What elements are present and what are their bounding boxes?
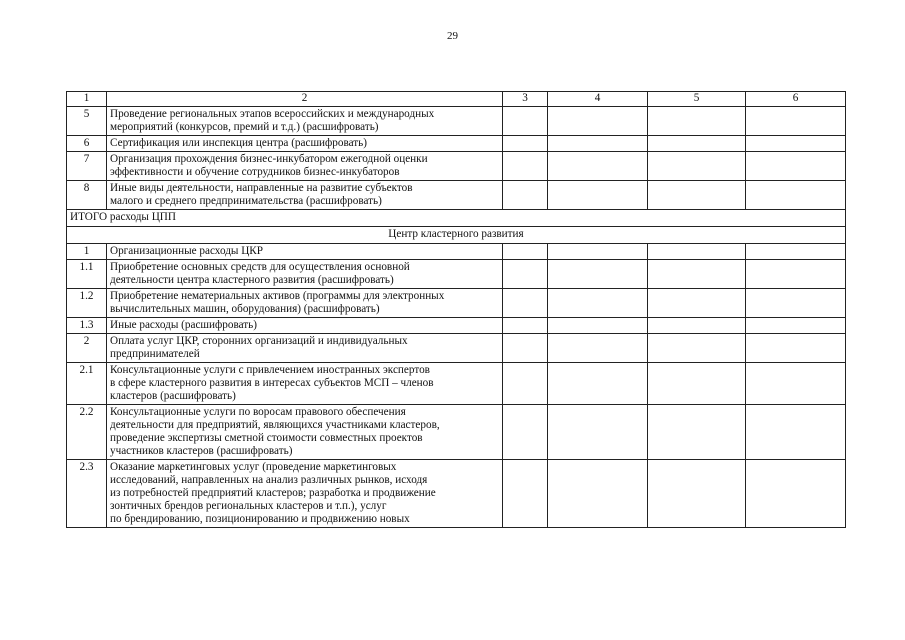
- row-description: Иные расходы (расшифровать): [107, 318, 503, 334]
- empty-value-cell: [503, 181, 548, 210]
- table-header-row: [67, 92, 846, 107]
- empty-value-cell: [746, 152, 846, 181]
- empty-value-cell: [548, 334, 648, 363]
- total-label: ИТОГО расходы ЦПП: [67, 210, 846, 227]
- empty-value-cell: [548, 260, 648, 289]
- empty-value-cell: [503, 107, 548, 136]
- table-row: [67, 152, 846, 181]
- row-description: Приобретение основных средств для осуществления основной деятельности центра кластерного развития (расшифровать): [107, 260, 503, 289]
- empty-value-cell: [648, 152, 746, 181]
- empty-value-cell: [503, 318, 548, 334]
- empty-value-cell: [503, 136, 548, 152]
- row-number: 2: [67, 334, 107, 363]
- budget-table: [66, 91, 846, 528]
- empty-value-cell: [648, 460, 746, 528]
- budget-table-body: [67, 92, 846, 528]
- table-row: [67, 244, 846, 260]
- empty-value-cell: [746, 107, 846, 136]
- row-description: Проведение региональных этапов всероссийских и международных мероприятий (конкурсов, премий и т.д.) (расшифровать): [107, 107, 503, 136]
- table-row: [67, 107, 846, 136]
- empty-value-cell: [548, 460, 648, 528]
- empty-value-cell: [548, 181, 648, 210]
- row-description: Сертификация или инспекция центра (расшифровать): [107, 136, 503, 152]
- section-row: [67, 227, 846, 244]
- table-row: [67, 289, 846, 318]
- empty-value-cell: [503, 244, 548, 260]
- empty-value-cell: [746, 405, 846, 460]
- row-description: Иные виды деятельности, направленные на развитие субъектов малого и среднего предпринимательства (расшифровать): [107, 181, 503, 210]
- empty-value-cell: [746, 318, 846, 334]
- row-number: 6: [67, 136, 107, 152]
- empty-value-cell: [548, 405, 648, 460]
- row-description: Организация прохождения бизнес-инкубатором ежегодной оценки эффективности и обучение сотрудников бизнес-инкубаторов: [107, 152, 503, 181]
- empty-value-cell: [746, 244, 846, 260]
- row-description: Консультационные услуги с привлечением иностранных экспертов в сфере кластерного развития в интересах субъектов МСП – членов кластеров (расшифровать): [107, 363, 503, 405]
- row-number: 7: [67, 152, 107, 181]
- row-number: 1.2: [67, 289, 107, 318]
- header-cell: 6: [746, 92, 846, 107]
- row-number: 5: [67, 107, 107, 136]
- empty-value-cell: [648, 405, 746, 460]
- empty-value-cell: [548, 289, 648, 318]
- table-row: [67, 334, 846, 363]
- row-description: Организационные расходы ЦКР: [107, 244, 503, 260]
- empty-value-cell: [503, 152, 548, 181]
- empty-value-cell: [648, 244, 746, 260]
- empty-value-cell: [548, 152, 648, 181]
- header-cell: 2: [107, 92, 503, 107]
- table-row: [67, 260, 846, 289]
- empty-value-cell: [548, 244, 648, 260]
- empty-value-cell: [548, 363, 648, 405]
- empty-value-cell: [746, 289, 846, 318]
- empty-value-cell: [648, 318, 746, 334]
- row-number: 2.2: [67, 405, 107, 460]
- empty-value-cell: [548, 318, 648, 334]
- row-number: 1.1: [67, 260, 107, 289]
- row-number: 2.3: [67, 460, 107, 528]
- row-number: 2.1: [67, 363, 107, 405]
- empty-value-cell: [746, 181, 846, 210]
- empty-value-cell: [503, 260, 548, 289]
- empty-value-cell: [746, 363, 846, 405]
- empty-value-cell: [503, 460, 548, 528]
- total-row: [67, 210, 846, 227]
- empty-value-cell: [648, 181, 746, 210]
- empty-value-cell: [648, 107, 746, 136]
- empty-value-cell: [648, 363, 746, 405]
- row-description: Консультационные услуги по воросам правового обеспечения деятельности для предприятий, являющихся участниками кластеров, проведение экспертизы сметной стоимости совместных проектов участников кластеров (расшифровать): [107, 405, 503, 460]
- empty-value-cell: [503, 334, 548, 363]
- empty-value-cell: [548, 107, 648, 136]
- empty-value-cell: [503, 289, 548, 318]
- row-description: Оказание маркетинговых услуг (проведение маркетинговых исследований, направленных на анализ различных рынков, исходя из потребностей предприятий кластеров; разработка и продвижение зонтичных брендов региональных кластеров и т.п.), услуг по брендированию, позиционированию и продвижению новых: [107, 460, 503, 528]
- empty-value-cell: [548, 136, 648, 152]
- table-row: [67, 460, 846, 528]
- table-row: [67, 318, 846, 334]
- empty-value-cell: [503, 363, 548, 405]
- table-row: [67, 181, 846, 210]
- table-row: [67, 405, 846, 460]
- empty-value-cell: [746, 136, 846, 152]
- row-number: 1: [67, 244, 107, 260]
- empty-value-cell: [746, 334, 846, 363]
- empty-value-cell: [648, 260, 746, 289]
- table-row: [67, 136, 846, 152]
- header-cell: 5: [648, 92, 746, 107]
- row-number: 8: [67, 181, 107, 210]
- header-cell: 3: [503, 92, 548, 107]
- empty-value-cell: [648, 136, 746, 152]
- empty-value-cell: [746, 460, 846, 528]
- empty-value-cell: [746, 260, 846, 289]
- row-description: Приобретение нематериальных активов (программы для электронных вычислительных машин, оборудования) (расшифровать): [107, 289, 503, 318]
- section-title: Центр кластерного развития: [67, 227, 846, 244]
- empty-value-cell: [648, 289, 746, 318]
- header-cell: 1: [67, 92, 107, 107]
- empty-value-cell: [503, 405, 548, 460]
- row-number: 1.3: [67, 318, 107, 334]
- table-row: [67, 363, 846, 405]
- empty-value-cell: [648, 334, 746, 363]
- header-cell: 4: [548, 92, 648, 107]
- page-number: 29: [447, 30, 458, 42]
- row-description: Оплата услуг ЦКР, сторонних организаций и индивидуальных предпринимателей: [107, 334, 503, 363]
